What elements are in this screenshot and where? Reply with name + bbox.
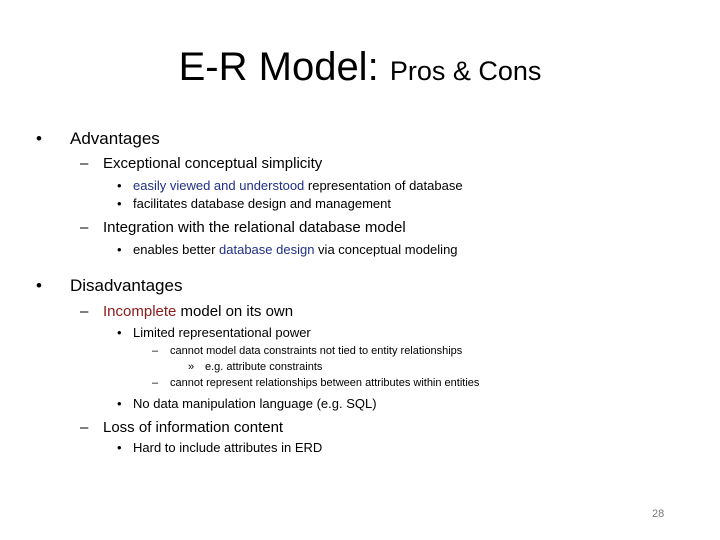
bullet-marker: • <box>117 196 122 211</box>
limited-detail-2: cannot represent relationships between attributes within entities <box>170 377 480 389</box>
incomplete-item <box>103 302 293 322</box>
item-text: model on its own <box>176 303 294 320</box>
no-dml: No data manipulation language (e.g. SQL) <box>133 396 377 411</box>
dash-marker: – <box>80 155 89 172</box>
dash-marker: – <box>80 219 89 236</box>
dash-marker: – <box>152 377 159 389</box>
dash-marker: – <box>80 419 89 436</box>
bullet-marker: • <box>117 396 122 411</box>
bullet-marker: • <box>117 440 122 455</box>
detail-text: representation of database <box>304 178 463 193</box>
bullet-marker: • <box>36 276 42 295</box>
simplicity-item: Exceptional conceptual simplicity <box>103 155 323 172</box>
detail-text: via conceptual modeling <box>314 242 458 257</box>
detail-text: enables better <box>133 242 220 257</box>
highlight-text: database design <box>219 242 315 257</box>
loss-item: Loss of information content <box>103 419 284 436</box>
highlight-text: easily viewed and understood <box>133 178 305 193</box>
slide-title <box>0 42 720 96</box>
chevron-marker: » <box>188 361 195 373</box>
bullet-marker: • <box>117 325 122 340</box>
integration-detail <box>133 241 458 258</box>
page-number: 28 <box>652 508 665 520</box>
loss-detail: Hard to include attributes in ERD <box>133 440 323 455</box>
dash-marker: – <box>152 345 159 357</box>
bullet-marker: • <box>117 178 122 193</box>
simplicity-detail-1 <box>133 177 463 194</box>
limited-detail-1: cannot model data constraints not tied to entity relationships <box>170 345 463 357</box>
disadvantages-heading: Disadvantages <box>70 276 183 295</box>
bullet-marker: • <box>36 129 42 148</box>
limited-power: Limited representational power <box>133 325 311 340</box>
dash-marker: – <box>80 303 89 320</box>
bullet-marker: • <box>117 242 122 257</box>
integration-item: Integration with the relational database model <box>103 219 406 236</box>
simplicity-detail-2: facilitates database design and management <box>133 196 392 211</box>
title-sub: Pros & Cons <box>389 56 542 86</box>
advantages-heading: Advantages <box>70 129 160 148</box>
title-main: E-R Model: <box>178 45 379 89</box>
limited-example: e.g. attribute constraints <box>205 361 323 373</box>
highlight-text: Incomplete <box>103 303 177 320</box>
